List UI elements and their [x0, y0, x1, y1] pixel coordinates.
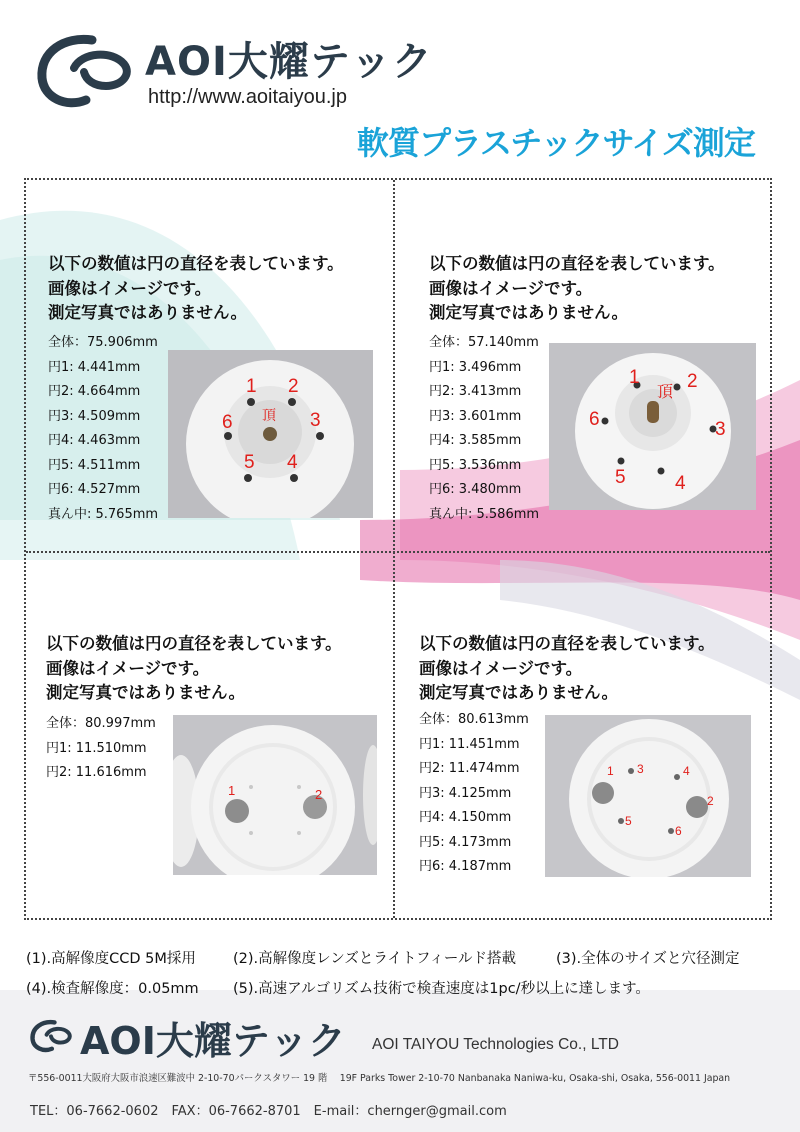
- panel-4-heading: [419, 632, 715, 706]
- measurement-item: 円1: 3.496mm: [429, 359, 522, 375]
- heading-line: 画像はイメージです。: [429, 278, 593, 298]
- brand-logo-icon: [34, 30, 134, 112]
- hole-label: 4: [287, 452, 298, 473]
- measurement-item: 全体：57.140mm: [429, 335, 539, 350]
- heading-line: 画像はイメージです。: [46, 658, 210, 678]
- hole-label: 5: [244, 452, 255, 473]
- heading-line: 測定写真ではありません。: [419, 683, 618, 702]
- measurement-item: 真ん中: 5.765mm: [48, 506, 159, 522]
- measurement-item: 円1: 11.510mm: [46, 740, 147, 756]
- heading-line: 以下の数値は円の直径を表しています。: [46, 634, 342, 653]
- feature-1: (1).高解像度CCD 5M採用: [26, 951, 196, 967]
- footer-company-name: AOI TAIYOU Technologies Co., LTD: [372, 1036, 619, 1053]
- hole-label: 1: [246, 376, 257, 397]
- hole-label: 3: [637, 762, 644, 776]
- hole-label: 4: [675, 473, 686, 494]
- measurement-grid: [24, 178, 772, 920]
- measurement-item: 円6: 3.480mm: [429, 482, 522, 497]
- measurement-item: 円4: 3.585mm: [429, 433, 522, 448]
- measurement-item: 円6: 4.187mm: [419, 859, 512, 874]
- footer-brand-name: AOI大耀テック: [80, 1019, 346, 1063]
- measurement-item: 円3: 4.509mm: [48, 408, 141, 424]
- heading-line: 以下の数値は円の直径を表しています。: [48, 254, 344, 273]
- hole-label: 2: [288, 376, 299, 397]
- panel-3-measurements: [46, 712, 156, 786]
- measurement-item: 円5: 4.173mm: [419, 834, 512, 850]
- top-mark-label: 頂: [262, 407, 276, 423]
- grid-divider-horizontal: [26, 551, 770, 553]
- panel-4-measurements: [419, 708, 529, 880]
- top-mark-label: 頂: [657, 384, 674, 401]
- measurement-item: 円2: 11.616mm: [46, 765, 147, 780]
- hole-label: 2: [687, 371, 698, 392]
- feature-4: (4).検査解像度：0.05mm: [26, 981, 199, 997]
- measurement-item: 円2: 3.413mm: [429, 384, 522, 399]
- measurement-item: 円3: 3.601mm: [429, 408, 522, 424]
- panel-3-photo: [173, 715, 377, 875]
- heading-line: 画像はイメージです。: [419, 658, 583, 678]
- hole-label: 4: [683, 764, 690, 778]
- panel-1-photo: [168, 350, 373, 518]
- panel-1-heading: [48, 252, 344, 326]
- footer-contact: TEL：06-7662-0602 FAX：06-7662-8701 E-mail：chernger@gmail.com: [30, 1104, 507, 1119]
- measurement-item: 円3: 4.125mm: [419, 785, 512, 801]
- hole-label: 6: [589, 409, 600, 430]
- hole-label: 3: [715, 419, 726, 440]
- hole-label: 6: [675, 824, 682, 838]
- hole-label: 2: [315, 787, 323, 802]
- heading-line: 測定写真ではありません。: [48, 303, 247, 322]
- heading-line: 以下の数値は円の直径を表しています。: [419, 634, 715, 653]
- panel-2-measurements: [429, 331, 539, 527]
- heading-line: 測定写真ではありません。: [46, 683, 245, 702]
- feature-5: (5).高速アルゴリズム技術で検査速度は1pc/秒以上に達します。: [233, 981, 650, 997]
- measurement-item: 円1: 11.451mm: [419, 736, 520, 752]
- measurement-item: 円1: 4.441mm: [48, 359, 141, 375]
- measurement-item: 円4: 4.463mm: [48, 433, 141, 448]
- footer-address: 〒556-0011大阪府大阪市浪速区難波中 2-10-70パークスタワー 19 階 19F Parks Tower 2-10-70 Nanbanaka Naniwa-ku, Osaka-shi, Osaka, 556-0011 Japan: [28, 1073, 731, 1084]
- panel-1-measurements: [48, 331, 158, 527]
- panel-2-heading: [429, 252, 725, 326]
- hole-label: 2: [707, 794, 714, 808]
- measurement-item: 円5: 4.511mm: [48, 457, 141, 473]
- measurement-item: 円2: 11.474mm: [419, 761, 520, 776]
- heading-line: 以下の数値は円の直径を表しています。: [429, 254, 725, 273]
- hole-label: 1: [629, 367, 640, 388]
- measurement-item: 全体：80.613mm: [419, 712, 529, 727]
- measurement-item: 真ん中: 5.586mm: [429, 506, 540, 522]
- measurement-item: 全体：80.997mm: [46, 716, 156, 731]
- footer-logo-icon: [28, 1018, 74, 1054]
- page-title: 軟質プラスチックサイズ測定: [357, 124, 755, 162]
- feature-2: (2).高解像度レンズとライトフィールド搭載: [233, 951, 517, 967]
- panel-2-photo: [549, 343, 756, 510]
- measurement-item: 円4: 4.150mm: [419, 810, 512, 825]
- measurement-item: 全体：75.906mm: [48, 335, 158, 350]
- hole-label: 1: [607, 764, 614, 778]
- heading-line: 画像はイメージです。: [48, 278, 212, 298]
- brand-name: AOI大耀テック: [145, 39, 433, 85]
- measurement-item: 円5: 3.536mm: [429, 457, 522, 473]
- measurement-item: 円2: 4.664mm: [48, 384, 141, 399]
- hole-label: 5: [615, 467, 626, 488]
- measurement-item: 円6: 4.527mm: [48, 482, 141, 497]
- hole-label: 6: [222, 412, 233, 433]
- feature-3: (3).全体のサイズと穴径測定: [556, 951, 740, 967]
- website-url[interactable]: http://www.aoitaiyou.jp: [148, 86, 347, 108]
- hole-label: 3: [310, 410, 321, 431]
- grid-divider-vertical: [393, 180, 395, 918]
- heading-line: 測定写真ではありません。: [429, 303, 628, 322]
- hole-label: 5: [625, 814, 632, 828]
- panel-4-photo: [545, 715, 751, 877]
- hole-label: 1: [228, 783, 236, 798]
- panel-3-heading: [46, 632, 342, 706]
